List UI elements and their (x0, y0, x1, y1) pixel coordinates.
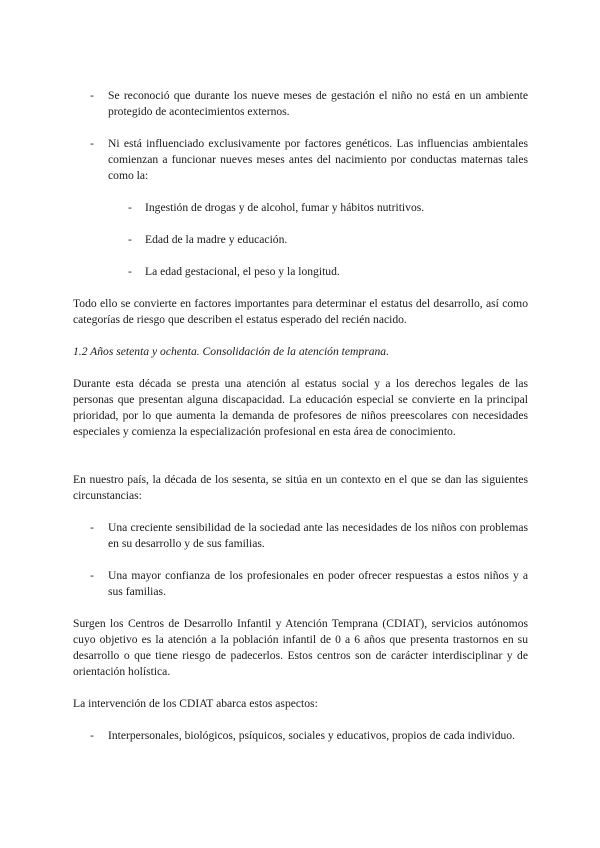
bullet-text: Ni está influenciado exclusivamente por factores genéticos. Las influencias ambientales comienzan a funcionar nueves meses antes del nacimiento por conductas maternas tales como la: (108, 137, 528, 182)
paragraph: Surgen los Centros de Desarrollo Infantil y Atención Temprana (CDIAT), servicios autónomos cuyo objetivo es la atención a la población infantil de 0 a 6 años que presenta trastornos en su desarrollo o que tiene riesgo de padecerlos. Estos centros son de carácter interdisciplinar y de orientación holística. (73, 617, 528, 678)
bullet-dash: - (90, 521, 94, 534)
paragraph: Todo ello se convierte en factores importantes para determinar el estatus del desarrollo, así como categorías de riesgo que describen el estatus esperado del recién nacido. (73, 297, 528, 326)
sub-bullet-item (128, 232, 528, 248)
bullet-item (90, 728, 528, 744)
bullet-dash: - (90, 569, 94, 582)
paragraph: En nuestro país, la década de los sesenta, se sitúa en un contexto en el que se dan las siguientes circunstancias: (73, 473, 528, 502)
bullet-text: Se reconoció que durante los nueve meses de gestación el niño no está en un ambiente protegido de acontecimientos externos. (108, 89, 528, 118)
bullet-item (90, 88, 528, 120)
bullet-dash: - (90, 729, 94, 742)
paragraph: La intervención de los CDIAT abarca estos aspectos: (73, 697, 318, 710)
sub-bullet-item (128, 264, 528, 280)
bullet-dash: - (90, 89, 94, 102)
bullet-item (90, 568, 528, 600)
paragraph: Durante esta década se presta una atención al estatus social y a los derechos legales de las personas que presentan alguna discapacidad. La educación especial se convierte en la principal prioridad, por lo que aumenta la demanda de profesores de niños preescolares con necesidades especiales y comienza la especialización profesional en esta área de conocimiento. (73, 377, 528, 438)
sub-bullet-text: Ingestión de drogas y de alcohol, fumar y hábitos nutritivos. (145, 201, 425, 214)
bullet-dash: - (128, 233, 132, 246)
bullet-dash: - (128, 265, 132, 278)
bullet-text: Una creciente sensibilidad de la sociedad ante las necesidades de los niños con problemas en su desarrollo y de sus familias. (108, 521, 528, 550)
section-heading: 1.2 Años setenta y ochenta. Consolidación de la atención temprana. (73, 345, 389, 358)
bullet-dash: - (90, 137, 94, 150)
bullet-dash: - (128, 201, 132, 214)
sub-bullet-item (128, 200, 528, 216)
bullet-item (90, 136, 528, 184)
sub-bullet-text: Edad de la madre y educación. (145, 233, 288, 246)
bullet-text: Interpersonales, biológicos, psíquicos, sociales y educativos, propios de cada individuo. (108, 729, 515, 742)
bullet-text: Una mayor confianza de los profesionales en poder ofrecer respuestas a estos niños y a sus familias. (108, 569, 528, 598)
bullet-item (90, 520, 528, 552)
sub-bullet-text: La edad gestacional, el peso y la longitud. (145, 265, 340, 278)
